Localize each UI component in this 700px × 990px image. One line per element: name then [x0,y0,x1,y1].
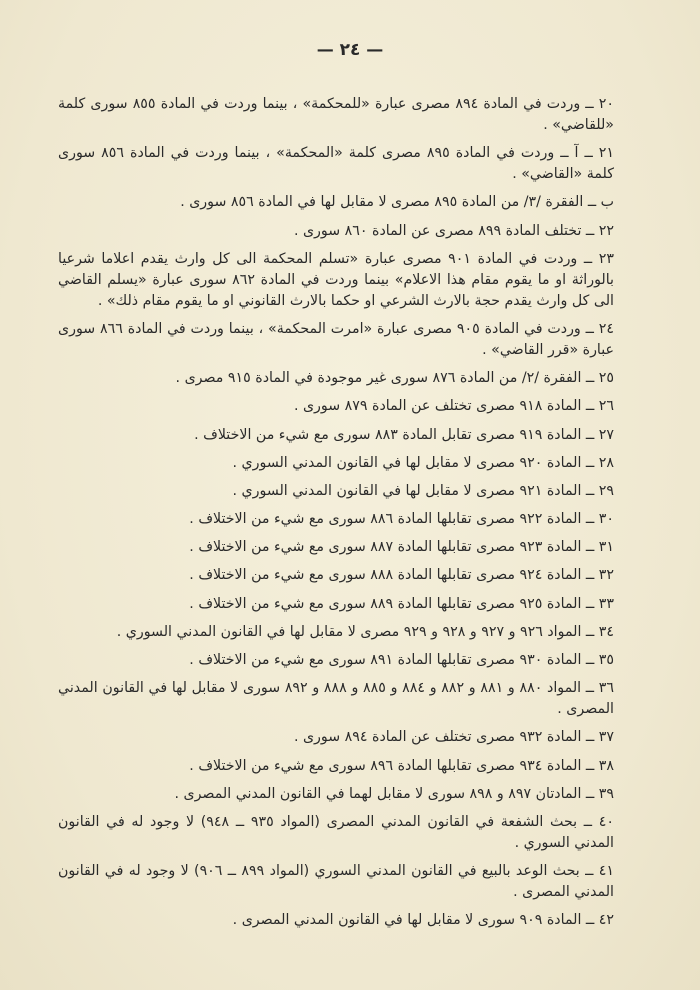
page-number: — ٢٤ — [316,40,384,60]
note-27: ٢٧ ــ المادة ٩١٩ مصرى تقابل المادة ٨٨٣ سورى مع شيء من الاختلاف . [194,426,614,443]
note-37: ٣٧ ــ المادة ٩٣٢ مصرى تختلف عن المادة ٨٩٤ سورى . [293,729,614,746]
note-33: ٣٣ ــ المادة ٩٢٥ مصرى تقابلها المادة ٨٨٩ سورى مع شيء من الاختلاف . [189,595,614,612]
note-32: ٣٢ ــ المادة ٩٢٤ مصرى تقابلها المادة ٨٨٨ سورى مع شيء من الاختلاف . [189,567,614,584]
note-34: ٣٤ ــ المواد ٩٢٦ و ٩٢٧ و ٩٢٨ و ٩٢٩ مصرى لا مقابل لها في القانون المدني السوري . [116,623,614,640]
note-21b: ب ــ الفقرة /٣/ من المادة ٨٩٥ مصرى لا مقابل لها في المادة ٨٥٦ سورى . [180,194,614,211]
note-35: ٣٥ ــ المادة ٩٣٠ مصرى تقابلها المادة ٨٩١ سورى مع شيء من الاختلاف . [189,652,614,668]
note-24: ٢٤ ــ وردت في المادة ٩٠٥ مصرى عبارة «امرت المحكمة» ، بينما وردت في المادة ٨٦٦ سورى عبارة «قرر القاضي» . [58,320,615,358]
note-39: ٣٩ ــ المادتان ٨٩٧ و ٨٩٨ سورى لا مقابل لهما في القانون المدني المصرى . [174,785,614,802]
note-29: ٢٩ ــ المادة ٩٢١ مصرى لا مقابل لها في القانون المدني السوري . [232,482,614,499]
note-28: ٢٨ ــ المادة ٩٢٠ مصرى لا مقابل لها في القانون المدني السوري . [232,454,614,471]
note-31: ٣١ ــ المادة ٩٢٣ مصرى تقابلها المادة ٨٨٧ سورى مع شيء من الاختلاف . [189,539,614,556]
note-36: ٣٦ ــ المواد ٨٨٠ و ٨٨١ و ٨٨٢ و ٨٨٤ و ٨٨٥ و ٨٨٨ و ٨٩٢ سورى لا مقابل لها في القانون المدني المصرى . [58,680,615,718]
note-26: ٢٦ ــ المادة ٩١٨ مصرى تختلف عن المادة ٨٧٩ سورى . [293,398,614,415]
note-38: ٣٨ ــ المادة ٩٣٤ مصرى تقابلها المادة ٨٩٦ سورى مع شيء من الاختلاف . [189,757,614,774]
note-21a: ٢١ ــ آ ــ وردت في المادة ٨٩٥ مصرى كلمة «المحكمة» ، بينما وردت في المادة ٨٥٦ سورى كلمة «القاضي» . [58,145,615,183]
note-30: ٣٠ ــ المادة ٩٢٢ مصرى تقابلها المادة ٨٨٦ سورى مع شيء من الاختلاف . [189,511,614,528]
notes-list [58,94,638,939]
note-25: ٢٥ ــ الفقرة /٢/ من المادة ٨٧٦ سورى غير موجودة في المادة ٩١٥ مصرى . [175,370,614,387]
note-41: ٤١ ــ بحث الوعد بالبيع في القانون المدني السوري (المواد ٨٩٩ ــ ٩٠٦) لا وجود له في القانون المدني المصرى . [58,863,614,901]
note-40: ٤٠ ــ بحث الشفعة في القانون المدني المصرى (المواد ٩٣٥ ــ ٩٤٨) لا وجود له في القانون المدني السوري . [58,813,614,851]
note-23: ٢٣ ــ وردت في المادة ٩٠١ مصرى عبارة «تسلم المحكمة الى كل وارث يقدم اعلاما شرعيا بالوراثة او ما يقوم مقام هذا الاعلام» بينما وردت في المادة ٨٦٢ سورى عبارة «يسلم القاضي الى كل وارث يقدم حجة بالارث الشرعي او حكما بالارث القانوني او ما يقوم مقام ذلك» . [58,250,614,309]
note-42: ٤٢ ــ المادة ٩٠٩ سورى لا مقابل لها في القانون المدني المصرى . [232,912,614,929]
note-22: ٢٢ ــ تختلف المادة ٨٩٩ مصرى عن المادة ٨٦٠ سورى . [293,222,614,239]
note-20: ٢٠ ــ وردت في المادة ٨٩٤ مصرى عبارة «للمحكمة» ، بينما وردت في المادة ٨٥٥ سورى كلمة «للقاضي» . [58,96,614,133]
